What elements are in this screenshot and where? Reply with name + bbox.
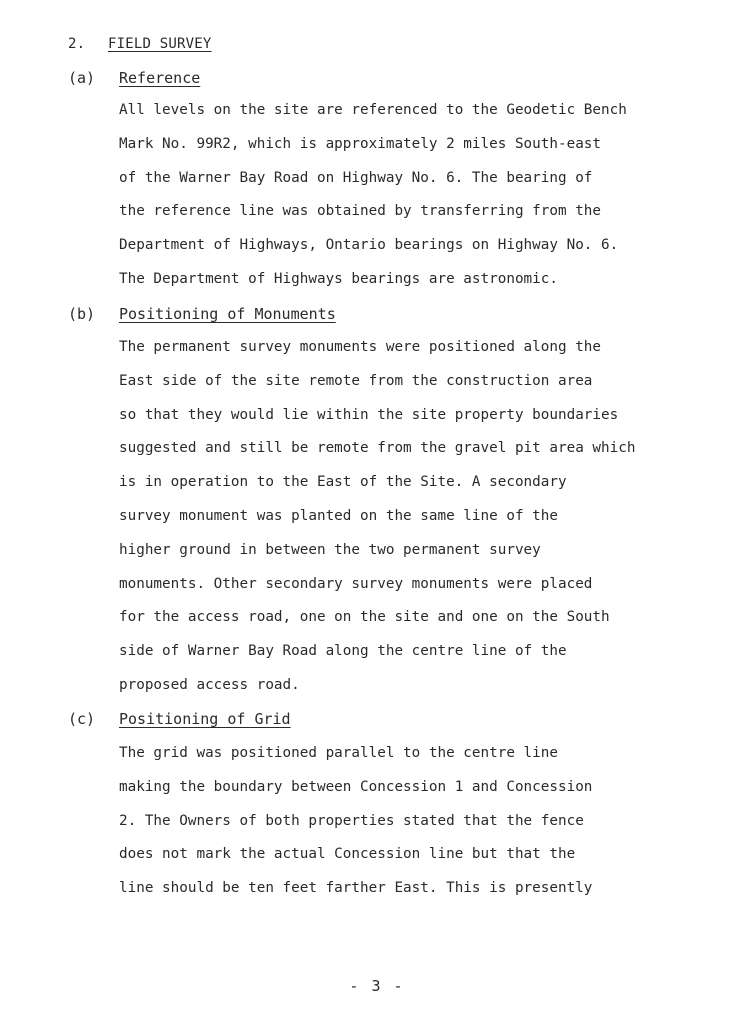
text-line: does not mark the actual Concession line but that the (119, 846, 576, 863)
text-line: All levels on the site are referenced to the Geodetic Bench (119, 102, 627, 118)
text-line: Department of Highways, Ontario bearings on Highway No. 6. (119, 237, 619, 254)
text-line: the reference line was obtained by transferring from the (119, 203, 602, 220)
text-line: suggested and still be remote from the gravel pit area which (119, 440, 636, 457)
subsection-a-paragraph (119, 94, 627, 297)
text-line: so that they would lie within the site property boundaries (119, 406, 619, 423)
text-line: The permanent survey monuments were positioned along the (119, 339, 602, 355)
subsection-c-title: Positioning of Grid (119, 710, 291, 728)
page-number: - 3 - (349, 977, 405, 995)
text-line: The Department of Highways bearings are astronomic. (119, 270, 558, 287)
text-line: monuments. Other secondary survey monuments were placed (119, 575, 593, 592)
text-line: survey monument was planted on the same line of the (119, 507, 558, 524)
text-line: Mark No. 99R2, which is approximately 2 miles South-east (119, 135, 602, 152)
text-line: for the access road, one on the site and one on the South (119, 609, 610, 626)
subsection-c-label: (c) (68, 710, 96, 728)
subsection-a-label: (a) (68, 69, 96, 87)
text-line: proposed access road. (119, 676, 300, 693)
text-line: of the Warner Bay Road on Highway No. 6. The bearing of (119, 169, 593, 186)
text-line: making the boundary between Concession 1 and Concession (119, 778, 593, 795)
text-line: higher ground in between the two permanent survey (119, 541, 541, 558)
text-line: side of Warner Bay Road along the centre line of the (119, 643, 567, 660)
text-line: The grid was positioned parallel to the centre line (119, 745, 558, 761)
section-heading (68, 36, 212, 52)
subsection-b-label: (b) (68, 305, 96, 323)
section-heading-number: 2. (68, 36, 86, 52)
subsection-a-title: Reference (119, 69, 201, 87)
text-line: East side of the site remote from the construction area (119, 372, 593, 389)
subsection-b-paragraph (119, 331, 635, 703)
text-line: is in operation to the East of the Site. A secondary (119, 474, 567, 491)
text-line: 2. The Owners of both properties stated that the fence (119, 812, 584, 829)
section-heading-title: FIELD SURVEY (108, 36, 212, 52)
subsection-b-title: Positioning of Monuments (119, 305, 336, 323)
text-line: line should be ten feet farther East. This is presently (119, 880, 593, 897)
subsection-c-paragraph (119, 737, 592, 906)
